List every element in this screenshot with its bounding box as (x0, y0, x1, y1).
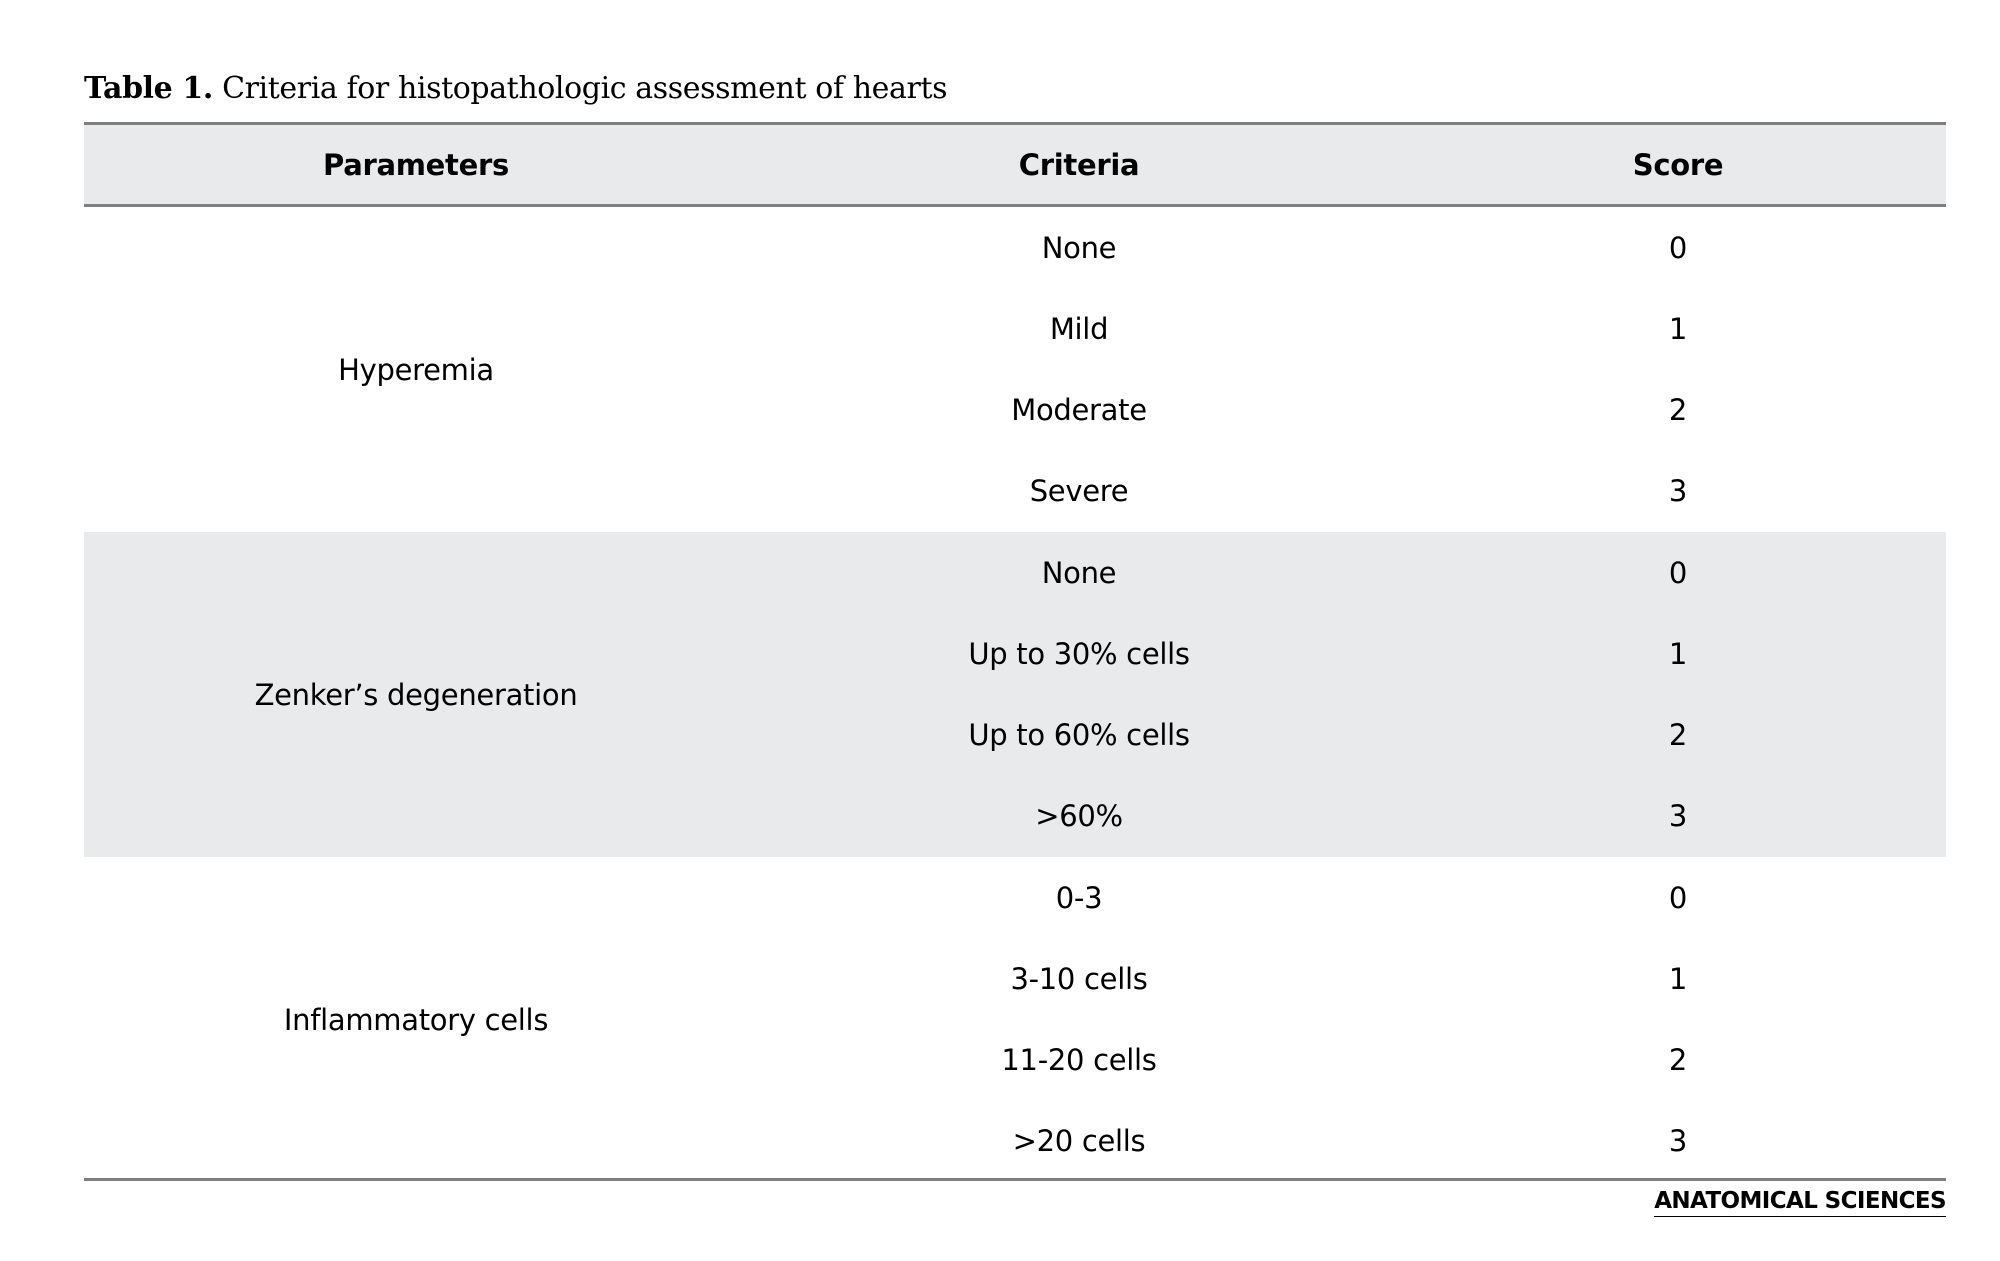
header-parameters: Parameters (323, 147, 509, 182)
header-criteria: Criteria (1018, 147, 1140, 182)
score-cell: 3 (1668, 1124, 1688, 1159)
score-cell: 1 (1668, 311, 1688, 346)
score-cell: 1 (1668, 961, 1688, 996)
score-cell: 2 (1668, 1043, 1688, 1078)
criteria-cell: Up to 30% cells (968, 636, 1190, 671)
criteria-cell: >20 cells (1012, 1124, 1146, 1159)
table-group-zenkers-degeneration (84, 532, 1946, 857)
table-caption-text: Criteria for histopathologic assessment of hearts (222, 71, 948, 106)
criteria-cell: Moderate (1011, 393, 1147, 428)
table-caption-label: Table 1. (84, 71, 213, 106)
header-score: Score (1632, 147, 1724, 182)
score-cell: 3 (1668, 474, 1688, 509)
score-cell: 0 (1668, 230, 1688, 265)
journal-logo: ANATOMICAL SCIENCES (1654, 1188, 1946, 1217)
criteria-cell: 11-20 cells (1001, 1043, 1157, 1078)
table-header-row (84, 125, 1946, 207)
criteria-column (748, 532, 1410, 857)
criteria-cell: Severe (1029, 474, 1129, 509)
criteria-cell: Up to 60% cells (968, 718, 1190, 753)
score-cell: 1 (1668, 636, 1688, 671)
score-cell: 2 (1668, 718, 1688, 753)
table-group-inflammatory-cells (84, 857, 1946, 1182)
criteria-cell: 0-3 (1055, 880, 1103, 915)
table-group-hyperemia (84, 207, 1946, 532)
table-bottom-rule (84, 1178, 1946, 1181)
score-column (1410, 857, 1946, 1182)
score-cell: 3 (1668, 799, 1688, 834)
score-column (1410, 532, 1946, 857)
parameter-cell: Hyperemia (338, 352, 494, 387)
criteria-cell: None (1041, 230, 1117, 265)
score-cell: 2 (1668, 393, 1688, 428)
score-column (1410, 207, 1946, 532)
criteria-column (748, 207, 1410, 532)
criteria-cell: Mild (1049, 311, 1109, 346)
criteria-cell: >60% (1035, 799, 1123, 834)
score-cell: 0 (1668, 880, 1688, 915)
score-cell: 0 (1668, 555, 1688, 590)
criteria-cell: None (1041, 555, 1117, 590)
criteria-column (748, 857, 1410, 1182)
criteria-table (84, 122, 1946, 1182)
table-caption (84, 64, 947, 114)
parameter-cell: Zenker’s degeneration (254, 677, 578, 712)
criteria-cell: 3-10 cells (1010, 961, 1148, 996)
parameter-cell: Inflammatory cells (283, 1002, 549, 1037)
